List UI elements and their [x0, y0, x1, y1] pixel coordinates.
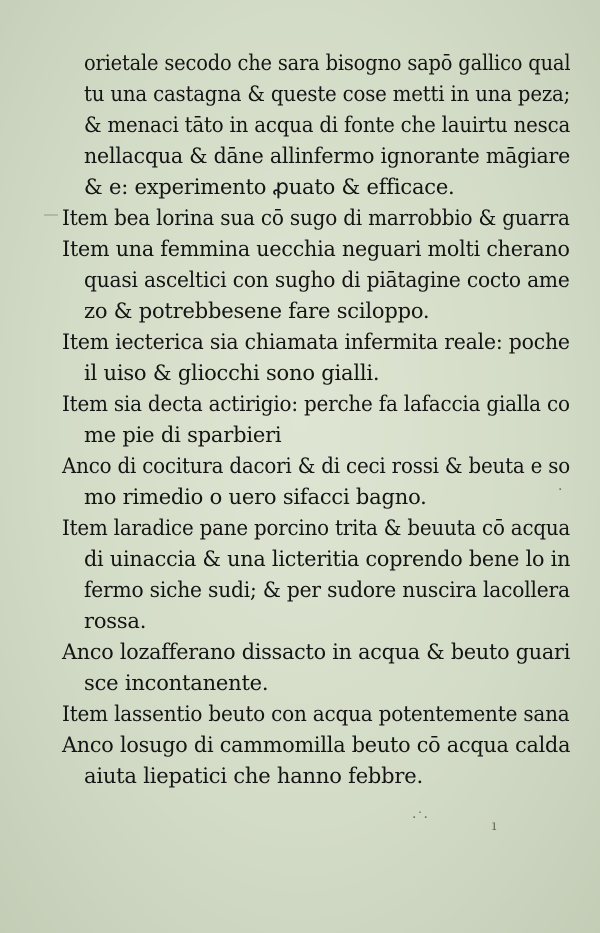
text-line: Item laradice pane porcino trita & beuuta cō acqua — [62, 516, 571, 540]
ink-speck: ı — [492, 818, 497, 834]
text-line: zo & potrebbesene fare sciloppo. — [84, 299, 430, 323]
text-line: Anco di cocitura dacori & di ceci rossi & beuta e so — [62, 454, 571, 478]
text-line: & e: experimento ꝓuato & efficace. — [84, 175, 455, 199]
text-line: di uinaccia & una licteritia coprendo bene lo in — [84, 547, 571, 571]
text-line: Item una femmina uecchia neguari molti cherano — [62, 237, 570, 261]
margin-dash — [44, 214, 58, 216]
text-line: Item lassentio beuto con acqua potentemente sana — [62, 702, 570, 726]
text-line: Item sia decta actirigio: perche fa lafaccia gialla co — [62, 392, 570, 416]
text-line: & menaci tāto in acqua di fonte che lauirtu nesca — [84, 113, 571, 137]
text-line: orietale secodo che sara bisogno sapō gallico qual — [84, 51, 571, 75]
text-line: aiuta liepatici che hanno febbre. — [84, 764, 423, 788]
text-line: tu una castagna & queste cose metti in una peza; — [84, 82, 571, 106]
text-line: fermo siche sudi; & per sudore nuscira lacollera — [84, 578, 570, 602]
text-line: nellacqua & dāne allinfermo ignorante māgiare — [84, 144, 571, 168]
text-line: Item bea lorina sua cō sugo di marrobbio & guarra — [62, 206, 570, 230]
text-line: mo rimedio o uero sifacci bagno. — [84, 485, 427, 509]
text-line: Item iecterica sia chiamata infermita reale: poche — [62, 330, 570, 354]
text-line: Anco losugo di cammomilla beuto cō acqua calda — [62, 733, 571, 757]
text-line: me pie di sparbieri — [84, 423, 282, 447]
ink-speck: · — [558, 482, 563, 498]
text-line: rossa. — [84, 609, 147, 633]
text-line: quasi asceltici con sugho di piātagine cocto ame — [84, 268, 570, 292]
text-line: sce incontanente. — [84, 671, 269, 695]
text-line: Anco lozafferano dissacto in acqua & beuto guari — [62, 640, 571, 664]
ink-speck: ·˙· — [412, 810, 428, 826]
text-line: il uiso & gliocchi sono gialli. — [84, 361, 380, 385]
